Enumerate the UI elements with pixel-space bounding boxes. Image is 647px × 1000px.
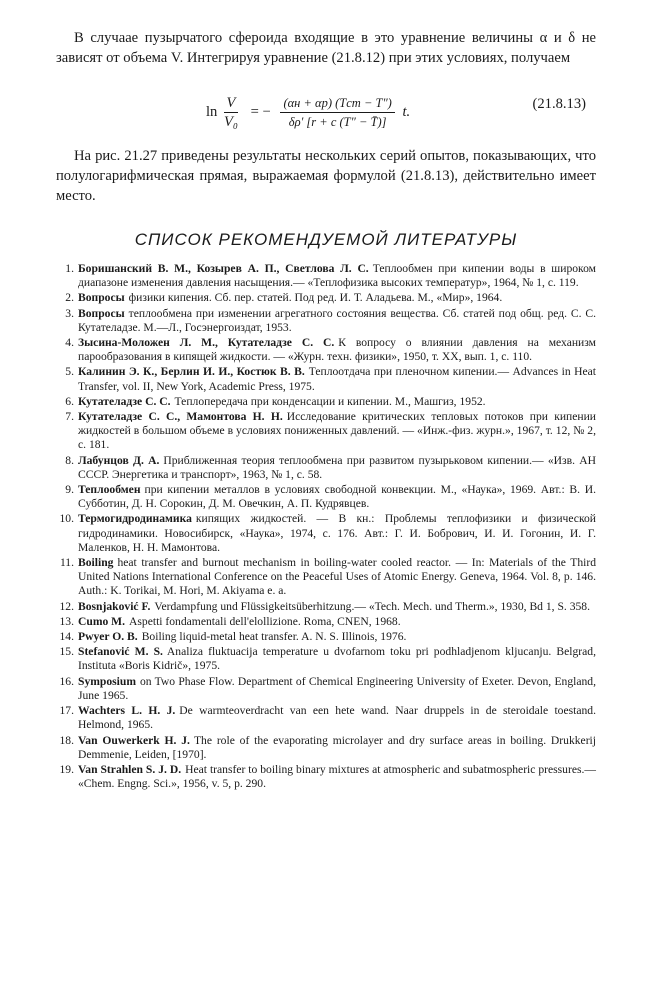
reference-text: Исследование критических тепловых потоков при кипении жидкостей в большом объеме в условиях пониженных давлений. — «Инж.-физ. журн.», 1967, т. 12, № 2, с. 181.: [78, 410, 596, 452]
formula-lhs-fraction: [221, 94, 241, 131]
reference-item: [56, 645, 596, 673]
reference-text: heat transfer and burnout mechanism in boiling-water cooled reactor. — In: Materials of the Third United Nations International Conference on the Peaceful Uses of Atomic Energy. Geneva, 1964. Vol. 8, p. 146. Auth.: K. Torikai, M. Hori, M. Akiyama e. a.: [78, 556, 596, 598]
reference-text: кипящих жидкостей. — В кн.: Проблемы теплофизики и физической гидродинамики. Новосибирск, «Наука», 1974, с. 176. Авт.: Г. И. Бобрович, И. И. Гогонин, И. Г. Маленков, Н. Н. Мамонтова.: [78, 512, 596, 554]
reference-text: Analiza fluktuacija temperature u dvofarnom toku pri podhladjenom kljucanju. Belgrad, Instituta «Boris Kidrič», 1975.: [78, 645, 596, 673]
reference-item: [56, 454, 596, 482]
formula-lhs-denominator: V₀: [224, 114, 239, 130]
formula-number: (21.8.13): [532, 96, 586, 112]
reference-item: [56, 262, 596, 290]
reference-item: [56, 615, 596, 629]
reference-authors: Лабунцов Д. А.: [78, 453, 160, 467]
reference-number: 7.: [65, 410, 74, 424]
reference-authors: Bosnjaković F.: [78, 599, 151, 613]
intro-paragraph: [56, 28, 596, 68]
reference-authors: Van Strahlen S. J. D.: [78, 762, 182, 776]
reference-number: 19.: [59, 762, 74, 776]
reference-authors: Вопросы: [78, 291, 125, 305]
reference-item: [56, 675, 596, 703]
reference-item: [56, 630, 596, 644]
reference-number: 6.: [65, 394, 74, 408]
reference-number: 13.: [59, 614, 74, 628]
reference-number: 1.: [65, 262, 74, 275]
reference-number: 12.: [59, 599, 74, 613]
reference-number: 2.: [65, 291, 74, 305]
reference-number: 8.: [65, 453, 74, 467]
reference-number: 10.: [59, 512, 74, 526]
reference-item: [56, 336, 596, 364]
reference-text: on Two Phase Flow. Department of Chemical Engineering University of Exeter. Devon, England, June 1965.: [78, 674, 596, 702]
reference-authors: Cumo M.: [78, 614, 126, 628]
reference-authors: Зысина-Моложен Л. М., Кутателадзе С. С.: [78, 336, 335, 350]
reference-item: [56, 410, 596, 453]
reference-authors: Boiling: [78, 556, 114, 570]
reference-authors: Кутателадзе С. С.: [78, 394, 171, 408]
reference-item: [56, 307, 596, 335]
reference-text: при кипении металлов в условиях свободной конвекции. М., «Наука», 1969. Авт.: В. И. Субботин, Д. Н. Сорокин, Д. М. Овечкин, А. П. Кудрявцев.: [78, 483, 596, 511]
reference-authors: Кутателадзе С. С., Мамонтова Н. Н.: [78, 410, 283, 424]
references-heading: СПИСОК РЕКОМЕНДУЕМОЙ ЛИТЕРАТУРЫ: [134, 230, 518, 249]
reference-number: 3.: [65, 306, 74, 320]
formula-lhs-numerator: V: [224, 94, 239, 113]
formula-21-8-13: [56, 76, 596, 146]
reference-authors: Калинин Э. К., Берлин И. И., Костюк В. В.: [78, 365, 305, 379]
formula-trailing: t.: [402, 104, 411, 120]
reference-item: [56, 291, 596, 305]
page: [56, 28, 596, 792]
formula-rhs-numerator: (αн + αр) (Tст − T″): [280, 94, 394, 113]
reference-number: 11.: [59, 556, 74, 570]
reference-number: 18.: [59, 733, 74, 747]
reference-item: [56, 600, 596, 614]
reference-item: [56, 763, 596, 791]
formula-equals: = −: [250, 104, 271, 120]
reference-text: Теплообмен при кипении воды в широком диапазоне изменения давления насыщения.— «Теплофизика высоких температур», 1964, № 1, с. 119.: [78, 262, 596, 290]
reference-text: Verdampfung und Flüssigkeitsüberhitzung.— «Tech. Mech. und Therm.», 1930, Bd 1, S. 358.: [154, 599, 590, 613]
reference-text: Aspetti fondamentali dell'elollizione. Roma, CNEN, 1968.: [129, 614, 401, 628]
reference-item: [56, 365, 596, 393]
reference-authors: Stefanović M. S.: [78, 645, 163, 659]
reference-text: The role of the evaporating microlayer and dry surface areas in boiling. Drukkerij Demmenie, Leiden, [1970].: [78, 733, 596, 761]
reference-authors: Боришанский В. М., Козырев А. П., Светлова Л. С.: [78, 262, 369, 275]
reference-item: [56, 704, 596, 732]
reference-item: [56, 512, 596, 555]
reference-text: К вопросу о влиянии давления на механизм парообразования в кипящей жидкости. — «Журн. техн. физики», 1950, т. XX, вып. 1, с. 110.: [78, 336, 597, 364]
reference-number: 15.: [59, 645, 74, 659]
reference-text: Boiling liquid-metal heat transfer. A. N. S. Illinois, 1976.: [141, 630, 407, 644]
second-paragraph: [56, 146, 596, 206]
reference-item: [56, 556, 596, 599]
reference-item: [56, 395, 596, 409]
reference-authors: Термогидродинамика: [78, 512, 192, 526]
reference-authors: Вопросы: [78, 306, 125, 320]
reference-text: Heat transfer to boiling binary mixtures at atmospheric and subatmospheric pressures.— «Chem. Engng. Sci.», 1956, v. 5, p. 290.: [78, 762, 596, 791]
reference-number: 14.: [59, 630, 74, 644]
reference-number: 9.: [65, 483, 74, 497]
reference-text: Теплоотдача при пленочном кипении.— Advances in Heat Transfer, vol. II, New York, Academic Press, 1975.: [78, 365, 596, 393]
reference-authors: Wachters L. H. J.: [78, 704, 176, 718]
reference-list: [56, 262, 596, 791]
reference-text: теплообмена при изменении агрегатного состояния вещества. Сб. статей под общ. ред. С. С. Кутателадзе. М.—Л., Госэнергоиздат, 1953.: [78, 306, 596, 334]
reference-authors: Теплообмен: [78, 483, 141, 497]
reference-item: [56, 734, 596, 762]
reference-text: Теплопередача при конденсации и кипении. М., Машгиз, 1952.: [174, 394, 486, 408]
reference-text: физики кипения. Сб. пер. статей. Под ред. И. Т. Аладьева. М., «Мир», 1964.: [128, 291, 503, 305]
reference-authors: Symposium: [78, 674, 136, 688]
formula-body: [206, 94, 410, 131]
reference-item: [56, 483, 596, 511]
intro-text: В случаае пузырчатого сфероида входящие в это уравнение величины α и δ не зависят от объема V. Интегрируя уравнение (21.8.12) при этих условиях, получаем: [56, 30, 596, 66]
formula-rhs-fraction: [280, 94, 394, 131]
formula-rhs-denominator: δρ′ [r + c (T″ − T̄)]: [288, 115, 387, 129]
reference-number: 17.: [59, 704, 74, 718]
reference-authors: Van Ouwerkerk H. J.: [78, 733, 190, 747]
reference-number: 4.: [65, 336, 74, 350]
reference-number: 5.: [65, 365, 74, 379]
reference-text: Приближенная теория теплообмена при развитом пузырьковом кипении.— «Изв. АН СССР. Энергетика и транспорт», 1963, № 1, с. 58.: [78, 453, 596, 481]
second-paragraph-text: На рис. 21.27 приведены результаты нескольких серий опытов, показывающих, что полулогарифмическая прямая, выражаемая формулой (21.8.13), действительно имеет место.: [56, 148, 596, 204]
reference-text: De warmteoverdracht van een hete wand. Naar druppels in de steroidale toestand. Helmond, 1965.: [78, 704, 596, 732]
reference-authors: Pwyer O. B.: [78, 630, 138, 644]
reference-number: 16.: [59, 674, 74, 688]
formula-ln: ln: [206, 103, 218, 120]
